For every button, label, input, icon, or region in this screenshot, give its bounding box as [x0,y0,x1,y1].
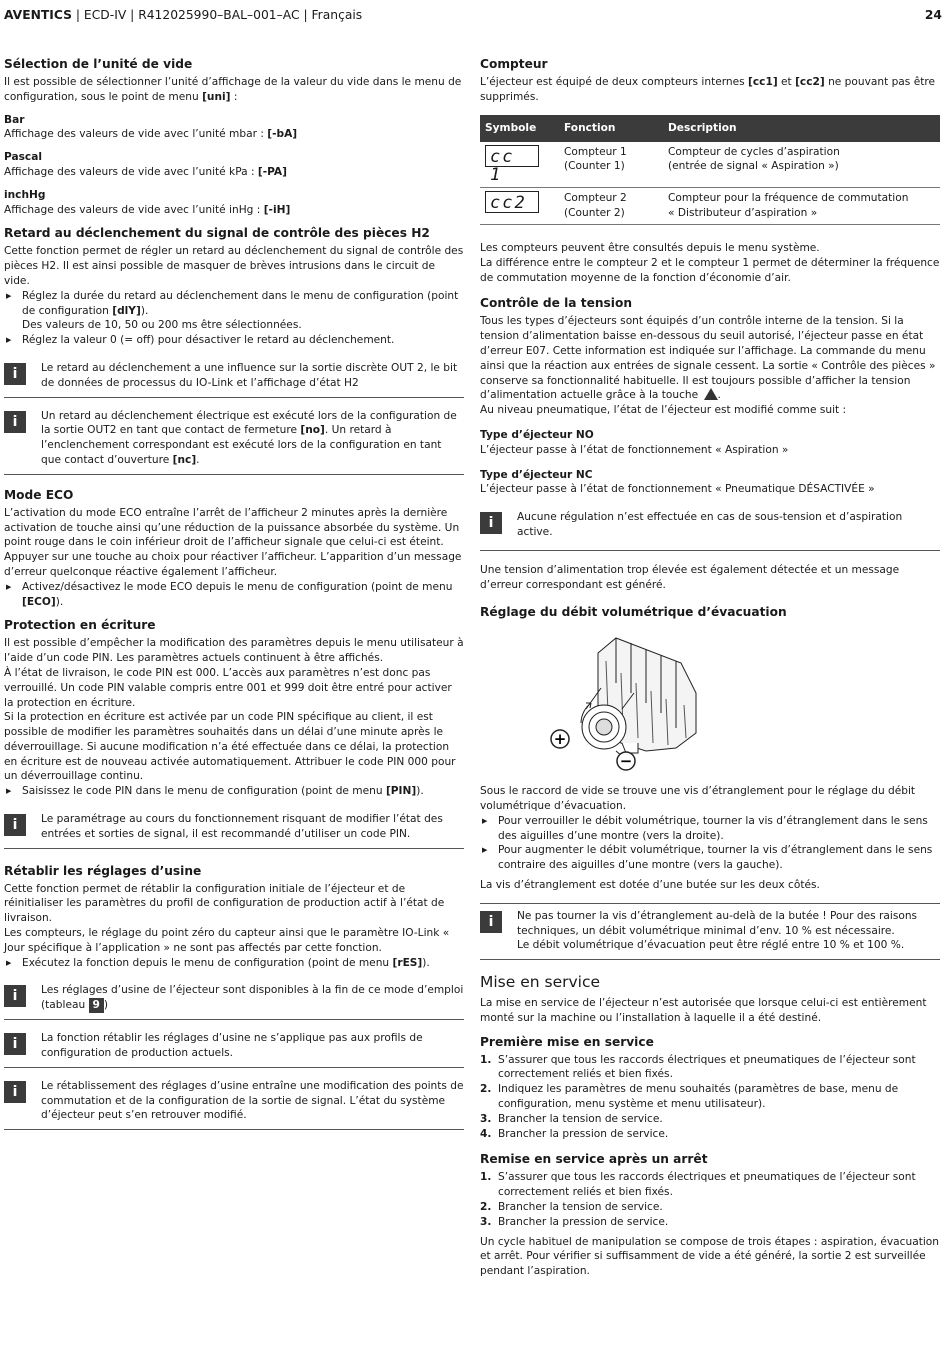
table-reference-badge: 9 [89,998,104,1013]
bullet: ▶ Réglez la valeur 0 (= off) pour désactiver le retard au déclenchement. [4,333,464,348]
segment-display-symbol: cc2 [485,191,539,213]
unit-label: inchHg [4,188,46,201]
info-icon: i [4,1033,26,1055]
list-item: 2. Indiquez les paramètres de menu souhaités (paramètres de base, menu de configuration, menu système et menu utilisateur). [480,1083,899,1111]
section-title: Contrôle de la tension [480,296,633,311]
section-title: Rétablir les réglages d’usine [4,863,202,878]
section-title: Mode ECO [4,487,74,502]
left-column [4,56,464,1130]
info-icon: i [4,985,26,1007]
info-note: i Un retard au déclenchement électrique est exécuté lors de la configuration de la sortie OUT2 en tant que contact de fermeture [no]. Un retard à l’enclenchement correspondant est exécuté lors de la configuration en tant que contact d’ouverture [nc]. [4,405,464,475]
unit-label: Pascal [4,151,42,164]
info-note: i Le paramétrage au cours du fonctionnement risquant de modifier l’état des entrées et sorties de signal, il est recommandé d’utiliser un code PIN. [4,808,464,849]
warning-triangle-icon [704,388,718,400]
info-note: i Les réglages d’usine de l’éjecteur sont disponibles à la fin de ce mode d’emploi (tableau 9 ) [4,979,464,1020]
bullet: ▶ Activez/désactivez le mode ECO depuis le menu de configuration (point de menu [ECO]). [4,580,464,610]
ejector-type-label: Type d’éjecteur NC [480,468,593,481]
page-header [4,7,942,24]
unit-label: Bar [4,113,25,126]
brand: AVENTICS [4,8,72,22]
bullet: ▶ Saisissez le code PIN dans le menu de configuration (point de menu [PIN]). [4,784,464,799]
info-note: i Le retard au déclenchement a une influence sur la sortie discrète OUT 2, le bit de données de processus du IO-Link et l’affichage d’état H2 [4,357,464,398]
table-header: Description [663,115,940,142]
paragraph: L’éjecteur passe à l’état de fonctionnement « Pneumatique DÉSACTIVÉE » [480,483,875,496]
paragraph: Il est possible de sélectionner l’unité d’affichage de la valeur du vide dans le menu de configuration, sous le point de menu [uni] : [4,76,462,103]
info-note: i Aucune régulation n’est effectuée en cas de sous-tension et d’aspiration active. [480,506,940,551]
right-column [480,56,940,1279]
info-note: i Le rétablissement des réglages d’usine entraîne une modification des points de commutation et de la configuration de la sortie de signal. L’état du système d’éjecteur peut s’en retrouver modifié. [4,1075,464,1130]
paragraph: Au niveau pneumatique, l’état de l’éjecteur est modifié comme suit : [480,404,847,417]
paragraph: Si la protection en écriture est activée par un code PIN spécifique au client, il est possible de modifier les paramètres souhaités dans un délai d’une minute après le déverrouillage. Si aucune modification n’a été effectuée dans ce délai, la protection en écriture est de nouveau activée automatiquement. Attribuer le code PIN 000 pour un déverrouillage continu. [4,711,456,783]
paragraph: Les compteurs, le réglage du point zéro du capteur ainsi que le paramètre IO-Link « Jour spécifique à l’application » ne sont pas affectés par cette fonction. [4,927,450,954]
ejector-type-label: Type d’éjecteur NO [480,428,594,441]
counter-table [480,115,940,225]
info-icon: i [480,512,502,534]
paragraph: Cette fonction permet de rétablir la configuration initiale de l’éjecteur et de réinitialiser les paramètres du profil de configuration de production actif à l’état de livraison. [4,882,445,925]
list-item: 3. Brancher la pression de service. [480,1215,669,1228]
paragraph: Il est possible d’empêcher la modification des paramètres depuis le menu utilisateur à l’aide d’un code PIN. Les paramètres actuels continuent à être affichés. [4,637,464,665]
plus-label: + [553,730,567,749]
paragraph: Affichage des valeurs de vide avec l’unité inHg : [-iH] [4,203,291,216]
list-item: 2. Brancher la tension de service. [480,1201,663,1214]
table-row: cc2 Compteur 2 (Counter 2) Compteur pour la fréquence de commutation « Distributeur d’aspiration » [480,188,940,225]
list-item: 1. S’assurer que tous les raccords électriques et pneumatiques de l’éjecteur sont correctement reliés et bien fixés. [480,1053,916,1081]
section-title: Réglage du débit volumétrique d’évacuation [480,605,787,620]
paragraph: Affichage des valeurs de vide avec l’unité kPa : [-PA] [4,165,287,178]
info-icon: i [4,1081,26,1103]
list-item: 3. Brancher la tension de service. [480,1112,663,1125]
paragraph: L’activation du mode ECO entraîne l’arrêt de l’afficheur 2 minutes après la dernière activation de touche ainsi qu’une réduction de la puissance absorbée du système. Un point rouge dans le coin inférieur droit de l’afficheur signale que celui-ci est éteint. Appuyer sur une touche au choix pour réactiver l’afficheur. L’apparition d’un message d’erreur quelconque réactive également l’afficheur. [4,506,462,578]
section-title: Retard au déclenchement du signal de contrôle des pièces H2 [4,226,430,241]
info-note: i La fonction rétablir les réglages d’usine ne s’applique pas aux profils de configuration de production actuels. [4,1027,464,1068]
doc-id: | ECD-IV | R412025990–BAL–001–AC | Français [71,8,363,22]
section-title: Compteur [480,57,548,71]
paragraph: Tous les types d’éjecteurs sont équipés d’un contrôle interne de la tension. Si la tension d’alimentation baisse en-dessous du seuil autorisé, l’éjecteur passe en état d’erreur E07. Cette information est indiquée sur l’affichage. La commande du menu ainsi que la réaction aux entrées de signale cessent. La sortie « Contrôle des pièces » conserve sa fonctionnalité habituelle. Il est toujours possible d’afficher la tension d’alimentation actuelle grâce à la touche . [480,315,936,402]
paragraph: À l’état de livraison, le code PIN est 000. L’accès aux paramètres n’est donc pas verrouillé. Un code PIN valable compris entre 001 et 999 doit être entré pour activer la protection en écriture. [4,666,452,709]
info-note: i Ne pas tourner la vis d’étranglement au-delà de la butée ! Pour des raisons techniques, un débit volumétrique minimal d’env. 10 % est nécessaire. Le débit volumétrique d’évacuation peut être réglé entre 10 % et 100 %. [480,903,940,960]
paragraph: La différence entre le compteur 2 et le compteur 1 permet de déterminer la fréquence de commutation moyenne de la fonction d’économie d’air. [480,256,940,284]
paragraph: Un cycle habituel de manipulation se compose de trois étapes : aspiration, évacuation et arrêt. Pour vérifier si suffisamment de vide a été généré, la sortie 2 est surveillée pendant l’aspiration. [480,1235,939,1278]
increase-marker [551,730,569,748]
info-icon: i [480,911,502,933]
bullet: ▶ Exécutez la fonction depuis le menu de configuration (point de menu [rES]). [4,956,464,971]
paragraph: Cette fonction permet de régler un retard au déclenchement du signal de contrôle des pièces H2. Il est ainsi possible de masquer de brèves intrusions dans le circuit de vide. [4,245,464,287]
table-row: cc 1 Compteur 1 (Counter 1) Compteur de cycles d’aspiration (entrée de signal « Aspiration ») [480,142,940,188]
page-number: 24 [924,8,942,22]
decrease-marker [617,752,635,770]
section-title: Première mise en service [480,1034,654,1049]
segment-display-symbol: cc 1 [485,145,539,167]
info-icon: i [4,814,26,836]
section-title: Protection en écriture [4,618,156,633]
paragraph: Sous le raccord de vide se trouve une vis d’étranglement pour le réglage du débit volumétrique d’évacuation. [480,785,916,812]
chapter-title: Mise en service [480,973,601,992]
info-icon: i [4,411,26,433]
bullet: ▶ Pour verrouiller le débit volumétrique, tourner la vis d’étranglement dans le sens des aiguilles d’une montre (vers la droite). [480,814,940,844]
paragraph: L’éjecteur passe à l’état de fonctionnement « Aspiration » [480,443,789,456]
paragraph: La mise en service de l’éjecteur n’est autorisée que lorsque celui-ci est entièrement monté sur la machine ou l’installation à laquelle il a été destiné. [480,997,927,1024]
paragraph: Les compteurs peuvent être consultés depuis le menu système. [480,241,820,254]
bullet: ▶ Pour augmenter le débit volumétrique, tourner la vis d’étranglement dans le sens contraire des aiguilles d’une montre (vers la gauche). [480,843,940,873]
table-header: Fonction [559,115,663,142]
paragraph: La vis d’étranglement est dotée d’une butée sur les deux côtés. [480,878,820,891]
throttle-screw-illustration [546,633,726,773]
section-title: Sélection de l’unité de vide [4,57,193,71]
minus-label: − [619,752,633,771]
table-header: Symbole [480,115,559,142]
list-item: 1. S’assurer que tous les raccords électriques et pneumatiques de l’éjecteur sont correctement reliés et bien fixés. [480,1171,916,1199]
list-item: 4. Brancher la pression de service. [480,1127,669,1140]
paragraph: L’éjecteur est équipé de deux compteurs internes [cc1] et [cc2] ne pouvant pas être supprimés. [480,76,936,103]
bullet: ▶ Réglez la durée du retard au déclenchement dans le menu de configuration (point de configuration [dlY]). Des valeurs de 10, 50 ou 200 ms être sélectionnées. [4,289,464,333]
section-title: Remise en service après un arrêt [480,1152,708,1167]
paragraph: Affichage des valeurs de vide avec l’unité mbar : [-bA] [4,128,298,141]
info-icon: i [4,363,26,385]
paragraph: Une tension d’alimentation trop élevée est également détectée et un message d’erreur correspondant est généré. [480,563,900,591]
